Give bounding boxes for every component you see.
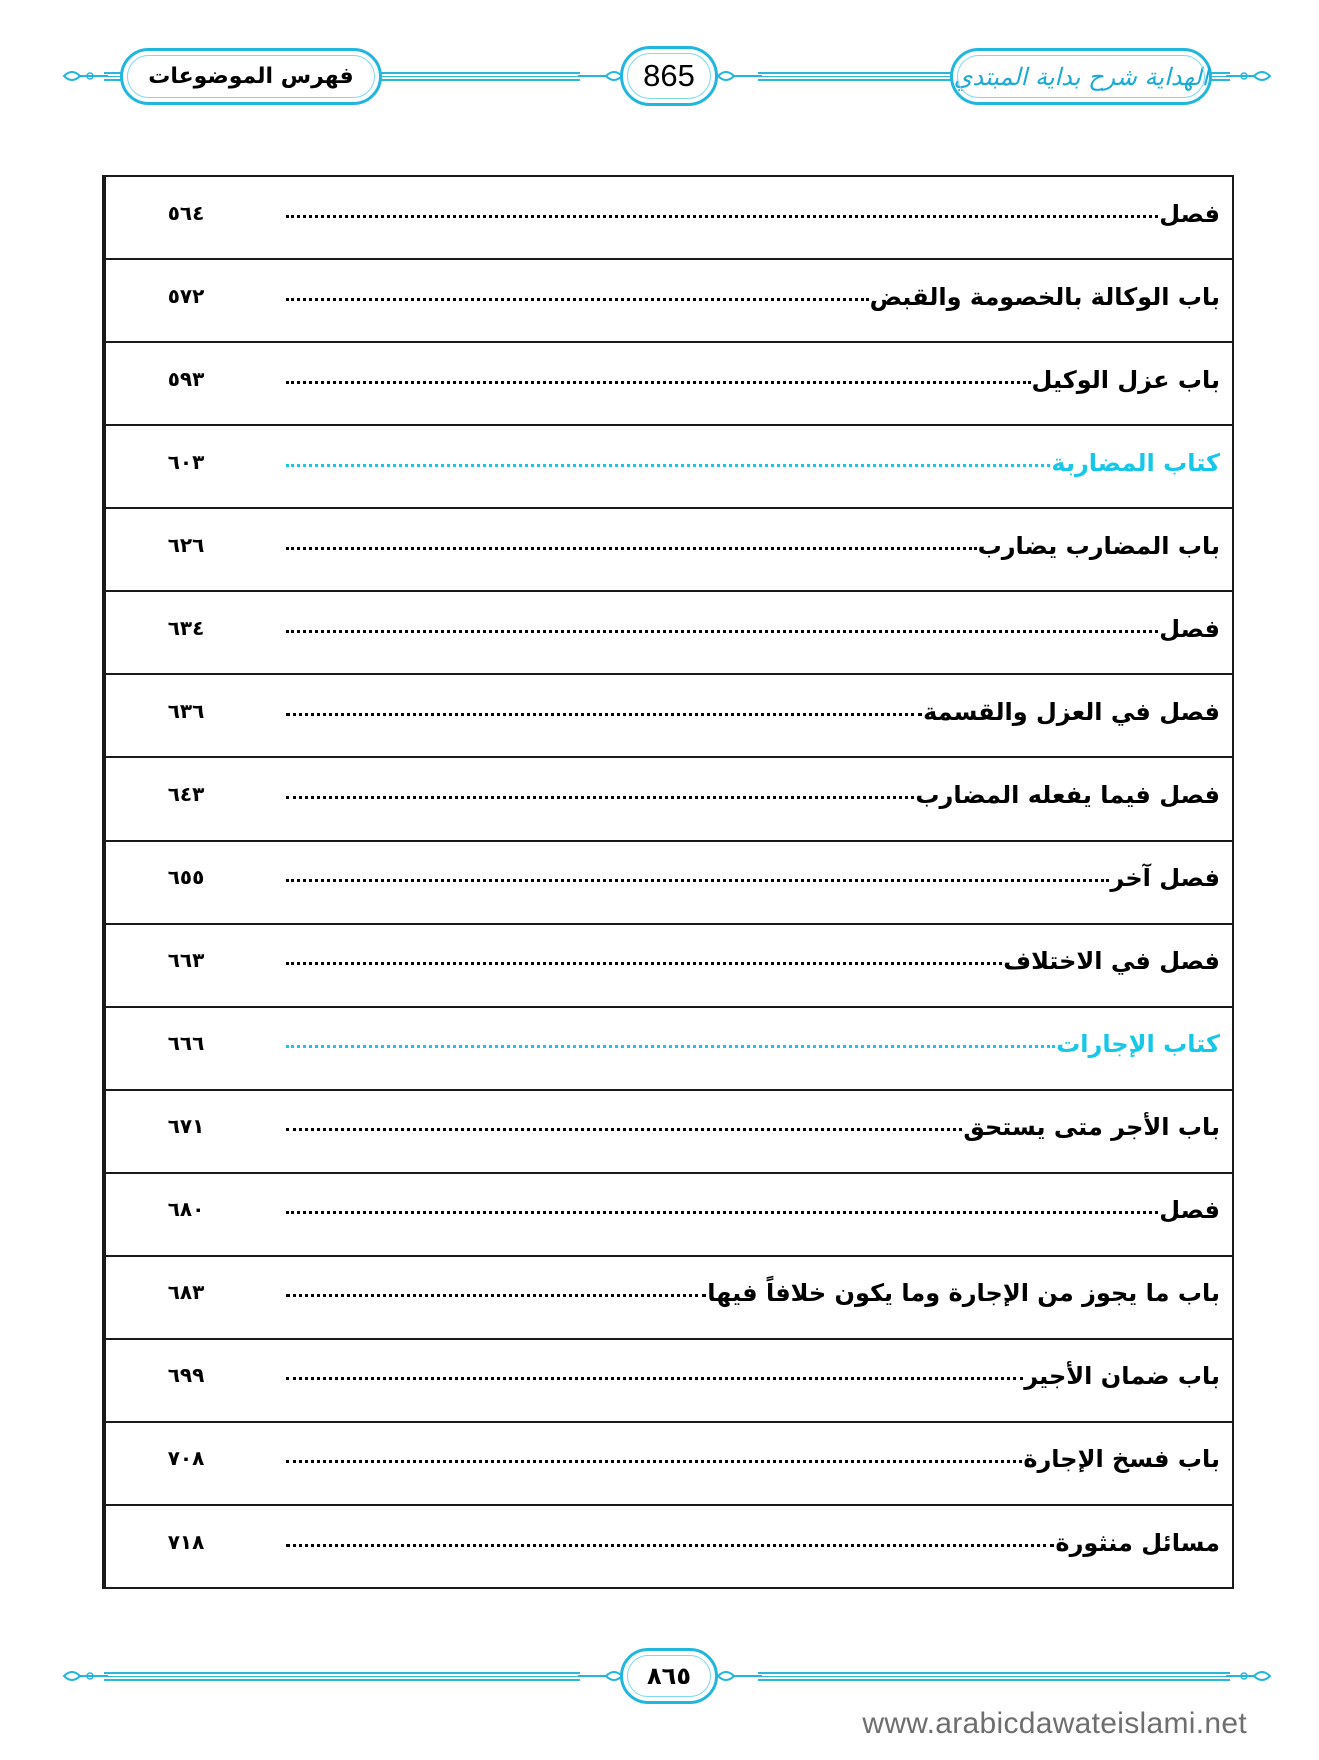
toc-page-number: ٦٦٦ — [104, 1008, 266, 1089]
footer-page-number: ٨٦٥ — [647, 1662, 691, 1690]
toc-title-cell — [266, 675, 1232, 756]
toc-entry-title: فصل آخر — [1110, 864, 1220, 893]
toc-entry-title: فصل في الاختلاف — [1003, 947, 1220, 976]
toc-entry-title: فصل في العزل والقسمة — [923, 697, 1220, 726]
toc-entry-title: مسائل منثورة — [1055, 1528, 1220, 1557]
dot-leader — [286, 381, 1031, 384]
ornament-mid-right-icon — [716, 66, 762, 86]
footer-page-number-badge — [620, 1648, 718, 1704]
toc-page-number: ٦٦٣ — [104, 925, 266, 1006]
toc-title-cell — [266, 1008, 1232, 1089]
toc-title-cell — [266, 343, 1232, 424]
toc-entry[interactable] — [280, 200, 1220, 228]
toc-row — [104, 925, 1232, 1008]
toc-page-number: ٦٩٩ — [104, 1340, 266, 1421]
toc-page-number: ٥٩٣ — [104, 343, 266, 424]
toc-entry[interactable] — [280, 864, 1220, 892]
toc-title-cell — [266, 1174, 1232, 1255]
toc-row — [104, 1257, 1232, 1340]
toc-entry-title: باب الأجر متى يستحق — [963, 1113, 1220, 1142]
toc-entry[interactable] — [280, 1113, 1220, 1141]
toc-title-cell — [266, 426, 1232, 507]
dot-leader — [286, 1211, 1158, 1214]
toc-entry-title: باب عزل الوكيل — [1031, 365, 1220, 394]
section-title: فهرس الموضوعات — [148, 64, 354, 89]
ornament-mid-left-icon — [578, 66, 624, 86]
dot-leader — [286, 879, 1109, 882]
toc-entry-title: باب ما يجوز من الإجارة وما يكون خلافاً فيها — [707, 1279, 1220, 1308]
toc-title-cell — [266, 1257, 1232, 1338]
toc-entry[interactable] — [280, 1362, 1220, 1390]
toc-entry-title: كتاب المضاربة — [1051, 448, 1220, 477]
toc-entry-title: باب المضارب يضارب — [977, 531, 1220, 560]
toc-entry-title: فصل — [1159, 1196, 1220, 1225]
dot-leader — [286, 464, 1050, 467]
toc-row — [104, 758, 1232, 841]
header-rule-mid-left — [380, 72, 580, 81]
toc-entry[interactable] — [280, 947, 1220, 975]
toc-title-cell — [266, 1423, 1232, 1504]
toc-entry[interactable] — [280, 781, 1220, 809]
toc-entry[interactable] — [280, 1529, 1220, 1557]
book-title: الهداية شرح بداية المبتدي — [953, 62, 1209, 91]
toc-page-number: ٧١٨ — [104, 1506, 266, 1587]
dot-leader — [286, 298, 869, 301]
toc-title-cell — [266, 842, 1232, 923]
toc-entry-title: فصل — [1159, 614, 1220, 643]
toc-row — [104, 509, 1232, 592]
toc-row — [104, 177, 1232, 260]
toc-page-number: ٧٠٨ — [104, 1423, 266, 1504]
toc-entry-title: باب فسخ الإجارة — [1023, 1445, 1220, 1474]
toc-entry[interactable] — [280, 366, 1220, 394]
page-number-badge — [620, 46, 718, 106]
toc-entry[interactable] — [280, 615, 1220, 643]
toc-entry[interactable] — [280, 698, 1220, 726]
toc-row — [104, 592, 1232, 675]
page-header — [0, 0, 1319, 130]
toc-entry-title: باب الوكالة بالخصومة والقبض — [869, 282, 1220, 311]
toc-title-cell — [266, 1091, 1232, 1172]
toc-entry[interactable] — [280, 1279, 1220, 1307]
toc-title-cell — [266, 177, 1232, 258]
toc-row — [104, 1008, 1232, 1091]
toc-row — [104, 1340, 1232, 1423]
dot-leader — [286, 1294, 706, 1297]
toc-page-number: ٦٨٠ — [104, 1174, 266, 1255]
ornament-left-icon — [62, 66, 108, 86]
toc-entry[interactable] — [280, 1196, 1220, 1224]
toc-entry-title: باب ضمان الأجير — [1024, 1362, 1220, 1391]
dot-leader — [286, 1377, 1023, 1380]
toc-row — [104, 1174, 1232, 1257]
toc-row — [104, 1091, 1232, 1174]
website-url[interactable]: www.arabicdawateislami.net — [862, 1707, 1247, 1740]
toc-table — [102, 175, 1234, 1589]
dot-leader — [286, 796, 914, 799]
book-title-badge — [950, 48, 1212, 105]
toc-title-cell — [266, 1340, 1232, 1421]
toc-entry-book[interactable] — [280, 449, 1220, 477]
toc-entry-title: فصل فيما يفعله المضارب — [915, 780, 1220, 809]
footer-ornament-right-icon — [1226, 1666, 1272, 1686]
dot-leader — [286, 630, 1158, 633]
toc-page-number: ٦٢٦ — [104, 509, 266, 590]
footer-ornament-mid-right-icon — [716, 1666, 762, 1686]
page-number: 865 — [643, 58, 695, 93]
toc-title-cell — [266, 1506, 1232, 1587]
toc-title-cell — [266, 509, 1232, 590]
toc-row — [104, 343, 1232, 426]
dot-leader — [286, 1460, 1022, 1463]
footer-rule-left — [104, 1672, 580, 1681]
toc-page-number: ٦٠٣ — [104, 426, 266, 507]
footer-ornament-left-icon — [62, 1666, 108, 1686]
toc-row — [104, 675, 1232, 758]
toc-entry-title: فصل — [1159, 199, 1220, 228]
toc-title-cell — [266, 260, 1232, 341]
toc-entry-book[interactable] — [280, 1030, 1220, 1058]
dot-leader — [286, 547, 977, 550]
footer-rule-right — [758, 1672, 1230, 1681]
dot-leader — [286, 713, 922, 716]
dot-leader — [286, 1045, 1055, 1048]
toc-page-number: ٥٧٢ — [104, 260, 266, 341]
toc-page-number: ٦٣٦ — [104, 675, 266, 756]
toc-entry[interactable] — [280, 532, 1220, 560]
dot-leader — [286, 215, 1158, 218]
toc-entry-title: كتاب الإجارات — [1056, 1030, 1220, 1059]
toc-page-number: ٥٦٤ — [104, 177, 266, 258]
toc-entry[interactable] — [280, 1445, 1220, 1473]
ornament-right-icon — [1226, 66, 1272, 86]
toc-row — [104, 260, 1232, 343]
toc-title-cell — [266, 925, 1232, 1006]
dot-leader — [286, 1128, 962, 1131]
section-title-badge — [120, 48, 382, 105]
toc-title-cell — [266, 758, 1232, 839]
toc-page-number: ٦٧١ — [104, 1091, 266, 1172]
toc-row — [104, 1423, 1232, 1506]
header-rule-mid-right — [758, 72, 954, 81]
toc-row — [104, 842, 1232, 925]
toc-row — [104, 1506, 1232, 1587]
dot-leader — [286, 962, 1002, 965]
toc-title-cell — [266, 592, 1232, 673]
footer-ornament-mid-left-icon — [578, 1666, 624, 1686]
toc-entry[interactable] — [280, 283, 1220, 311]
dot-leader — [286, 1544, 1054, 1547]
toc-row — [104, 426, 1232, 509]
toc-page-number: ٦٣٤ — [104, 592, 266, 673]
toc-page-number: ٦٨٣ — [104, 1257, 266, 1338]
toc-page-number: ٦٥٥ — [104, 842, 266, 923]
toc-page-number: ٦٤٣ — [104, 758, 266, 839]
